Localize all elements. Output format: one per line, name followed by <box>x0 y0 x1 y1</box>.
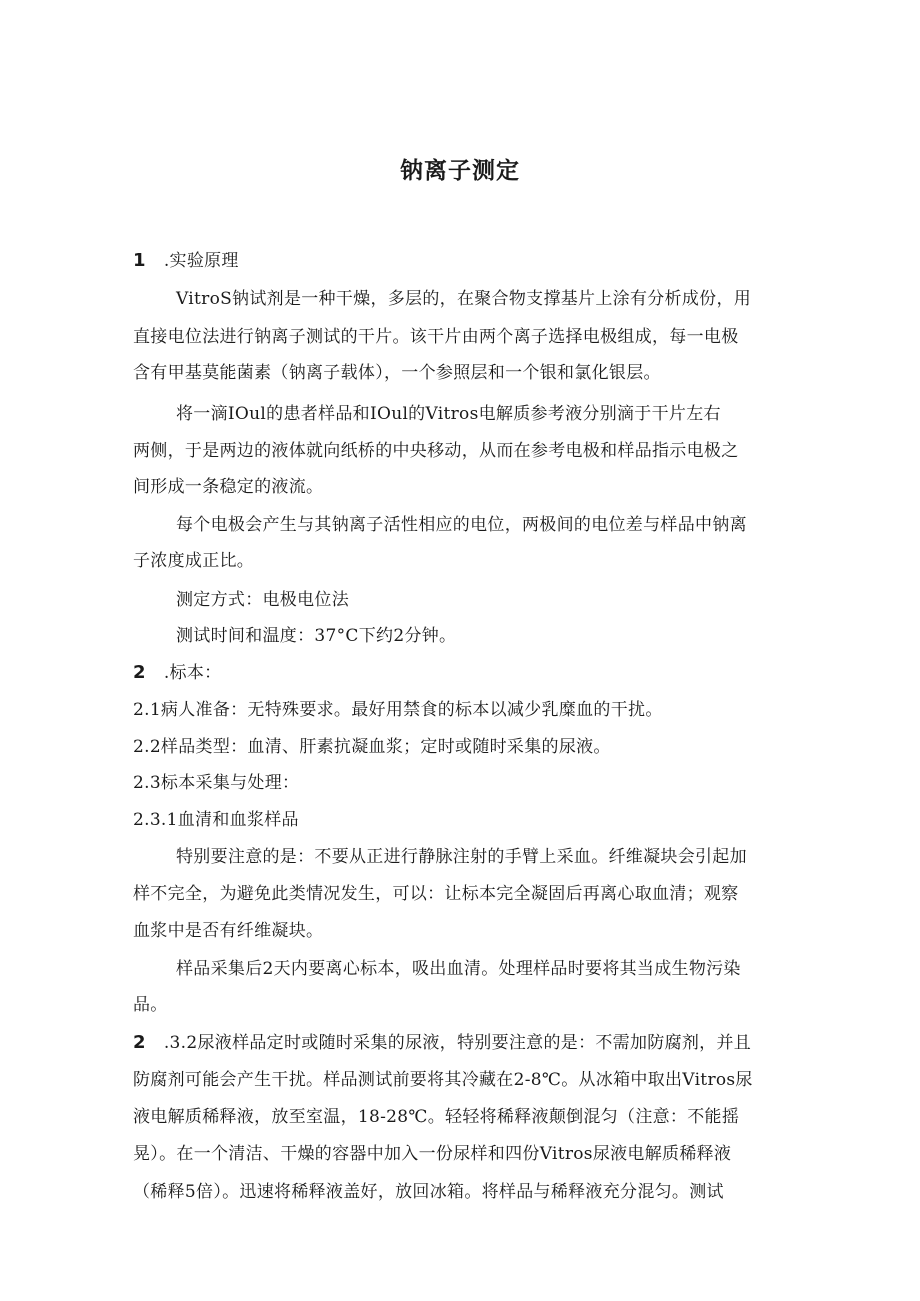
section-title: .3.2尿液样品定时或随时采集的尿液，特别要注意的是：不需加防腐剂，并且 <box>163 1033 752 1053</box>
section-heading-2-3-2 <box>133 1032 751 1054</box>
paragraph-line: 2.2样品类型：血清、肝素抗凝血浆；定时或随时采集的尿液。 <box>133 737 611 757</box>
paragraph-line: 测定方式：电极电位法 <box>176 590 349 610</box>
paragraph-line: 含有甲基莫能菌素（钠离子载体），一个参照层和一个银和氯化银层。 <box>133 363 661 383</box>
paragraph-line: 样不完全，为避免此类情况发生，可以：让标本完全凝固后再离心取血清；观察 <box>133 884 739 904</box>
section-title: .标本： <box>163 663 222 683</box>
section-heading-1 <box>133 250 239 272</box>
section-number: 2 <box>133 1032 146 1053</box>
paragraph-line: 晃）。在一个清洁、干燥的容器中加入一份尿样和四份Vitros尿液电解质稀释液 <box>133 1144 732 1164</box>
paragraph-line: 将一滴IOul的患者样品和IOul的Vitros电解质参考液分别滴于干片左右 <box>176 404 721 424</box>
paragraph-line: 直接电位法进行钠离子测试的干片。该干片由两个离子选择电极组成，每一电极 <box>133 327 739 347</box>
paragraph-line: 两侧，于是两边的液体就向纸桥的中央移动，从而在参考电极和样品指示电极之 <box>133 441 739 461</box>
paragraph-line: 样品采集后2天内要离心标本，吸出血清。处理样品时要将其当成生物污染 <box>176 959 741 979</box>
paragraph-line: 液电解质稀释液，放至室温，18-28℃。轻轻将稀释液颠倒混匀（注意：不能摇 <box>133 1107 740 1127</box>
section-number: 1 <box>133 250 146 271</box>
paragraph-line: 测试时间和温度：37°C下约2分钟。 <box>176 626 457 646</box>
paragraph-line: 子浓度成正比。 <box>133 551 255 571</box>
paragraph-line: 血浆中是否有纤维凝块。 <box>133 921 324 941</box>
paragraph-line: 防腐剂可能会产生干扰。样品测试前要将其冷藏在2-8℃。从冰箱中取出Vitros尿 <box>133 1070 753 1090</box>
paragraph-line: 2.3.1血清和血浆样品 <box>133 810 299 830</box>
paragraph-line: VitroS钠试剂是一种干燥，多层的，在聚合物支撑基片上涂有分析成份，用 <box>176 289 752 309</box>
section-number: 2 <box>133 662 146 683</box>
section-title: .实验原理 <box>163 251 239 271</box>
page-title: 钠离子测定 <box>400 158 520 184</box>
paragraph-line: 特别要注意的是：不要从正进行静脉注射的手臂上采血。纤维凝块会引起加 <box>176 847 747 867</box>
paragraph-line: 每个电极会产生与其钠离子活性相应的电位，两极间的电位差与样品中钠离 <box>176 515 747 535</box>
paragraph-line: （稀释5倍）。迅速将稀释液盖好，放回冰箱。将样品与稀释液充分混匀。测试 <box>133 1182 724 1202</box>
paragraph-line: 2.1病人准备：无特殊要求。最好用禁食的标本以减少乳糜血的干扰。 <box>133 700 663 720</box>
paragraph-line: 间形成一条稳定的液流。 <box>133 477 324 497</box>
paragraph-line: 品。 <box>133 995 168 1015</box>
section-heading-2 <box>133 662 221 684</box>
paragraph-line: 2.3标本采集与处理： <box>133 773 300 793</box>
